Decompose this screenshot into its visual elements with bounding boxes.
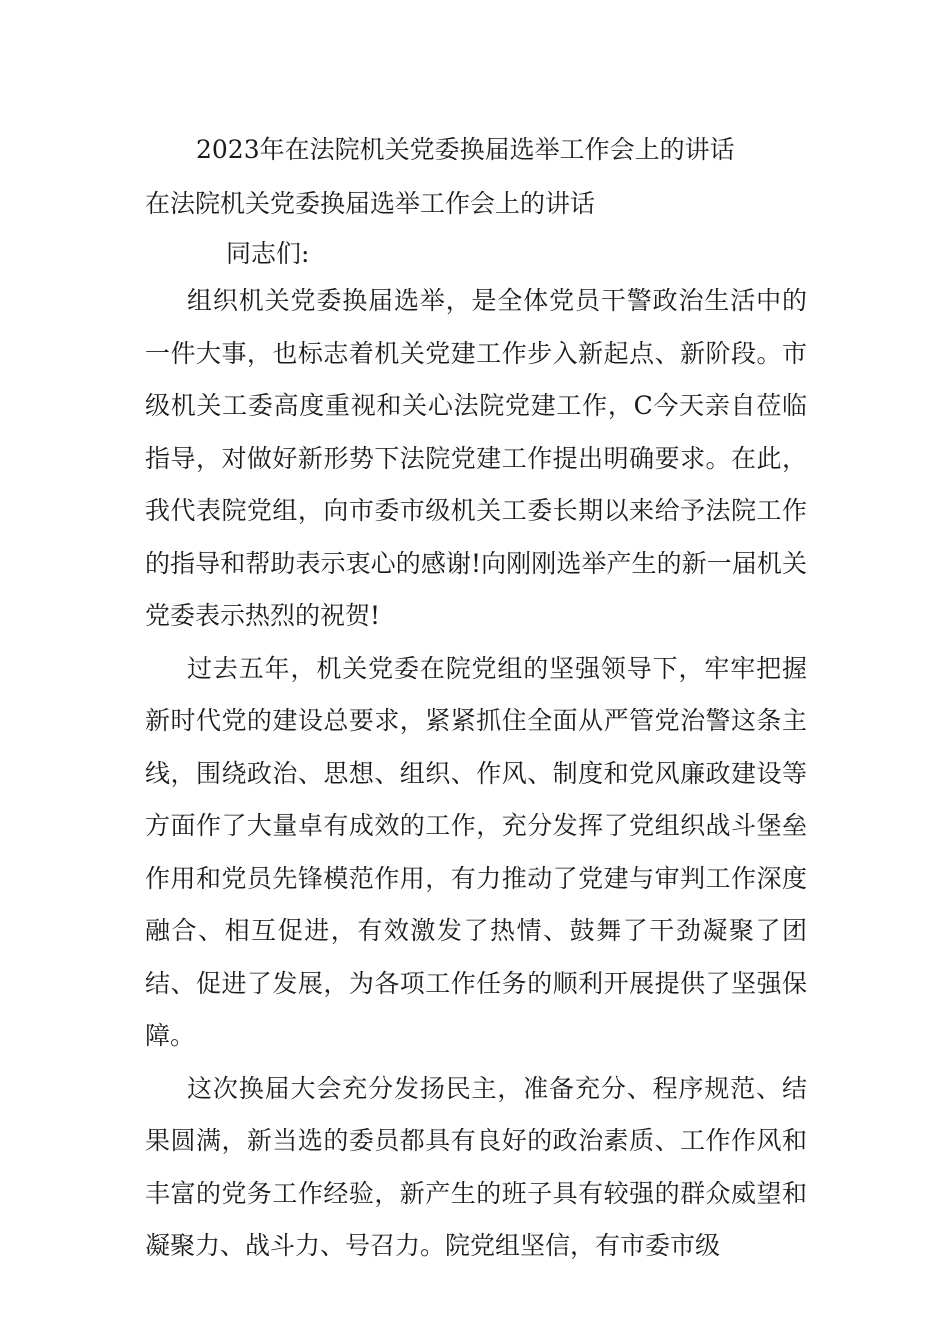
salutation: 同志们:: [226, 239, 310, 268]
paragraph-1: 组织机关党委换届选举，是全体党员干警政治生活中的一件大事，也标志着机关党建工作步入新起点、新阶段。市级机关工委高度重视和关心法院党建工作，C今天亲自莅临指导，对做好新形势下法院党建工作提出明确要求。在此，我代表院党组，向市委市级机关工委长期以来给予法院工作的指导和帮助表示衷心的感谢!向刚刚选举产生的新一届机关党委表示热烈的祝贺!: [145, 286, 807, 630]
body-text: [145, 275, 807, 1273]
paragraph-3: 这次换届大会充分发扬民主，准备充分、程序规范、结果圆满，新当选的委员都具有良好的政治素质、工作作风和丰富的党务工作经验，新产生的班子具有较强的群众威望和凝聚力、战斗力、号召力。院党组坚信，有市委市级: [145, 1073, 807, 1260]
document-subtitle: 在法院机关党委换届选举工作会上的讲话: [145, 189, 596, 218]
document-title: 2023年在法院机关党委换届选举工作会上的讲话: [196, 135, 735, 164]
paragraph-2: 过去五年，机关党委在院党组的坚强领导下，牢牢把握新时代党的建设总要求，紧紧抓住全面从严管党治警这条主线，围绕政治、思想、组织、作风、制度和党风廉政建设等方面作了大量卓有成效的工作，充分发挥了党组织战斗堡垒作用和党员先锋模范作用，有力推动了党建与审判工作深度融合、相互促进，有效激发了热情、鼓舞了干劲凝聚了团结、促进了发展，为各项工作任务的顺利开展提供了坚强保障。: [145, 653, 807, 1050]
